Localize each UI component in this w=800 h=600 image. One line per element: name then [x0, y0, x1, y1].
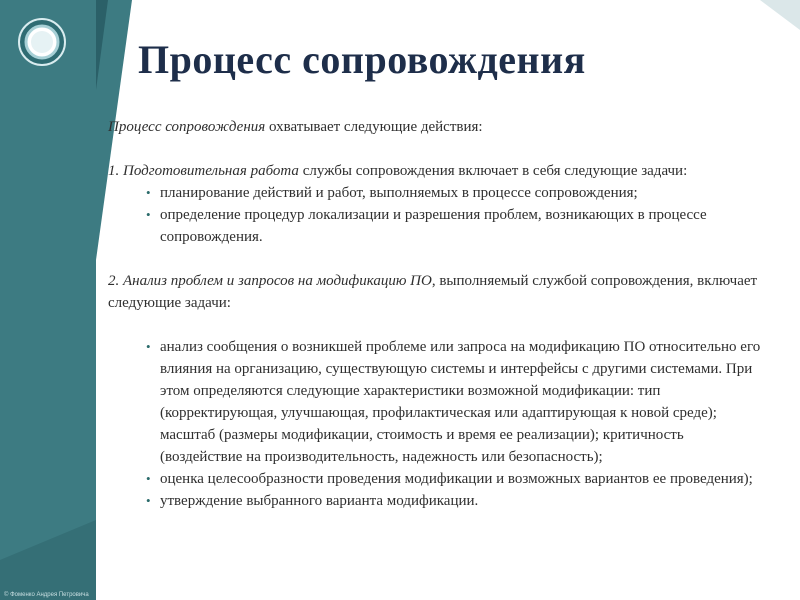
- section1-list: [108, 182, 768, 248]
- section1-heading: [108, 160, 768, 182]
- list-item: • анализ сообщения о возникшей проблеме или запроса на модификацию ПО относительно его влияния на организацию, существующую системы и интерфейсы с другими системами. При этом определяются следующие характеристики возможной модификации: тип (корректирующая, улучшающая, профилактическая или адаптирующая к новой среде); масштаб (размеры модификации, стоимость и время ее реализации); критичность (воздействие на производительность, надежность или безопасность);: [160, 336, 768, 468]
- page-title: Процесс сопровождения: [138, 37, 586, 82]
- intro-emphasis: Процесс сопровождения: [108, 119, 266, 135]
- section1-text: службы сопровождения включает в себя следующие задачи:: [298, 163, 688, 179]
- circle-emblem-icon: [19, 19, 65, 65]
- section2-heading: [108, 270, 768, 314]
- intro-paragraph: [108, 116, 768, 138]
- section2-text: , выполняемый службой сопровождения, включает следующие задачи:: [108, 273, 758, 311]
- intro-text: охватывает следующие действия:: [265, 119, 483, 135]
- section2-list: [108, 336, 768, 512]
- list-item: • оценка целесообразности проведения модификации и возможных вариантов ее проведения);: [160, 468, 768, 490]
- section1-emphasis: 1. Подготовительная работа: [108, 163, 299, 179]
- list-item: • утверждение выбранного варианта модификации.: [160, 490, 768, 512]
- slide-body: [108, 116, 768, 512]
- left-teal-panel: [0, 0, 96, 600]
- list-item: • планирование действий и работ, выполняемых в процессе сопровождения;: [160, 182, 768, 204]
- section2-emphasis: 2. Анализ проблем и запросов на модификацию ПО: [108, 273, 432, 289]
- footer-copyright: © Фоменко Андрея Петровича: [4, 592, 89, 598]
- list-item: • определение процедур локализации и разрешения проблем, возникающих в процессе сопровождения.: [160, 204, 768, 248]
